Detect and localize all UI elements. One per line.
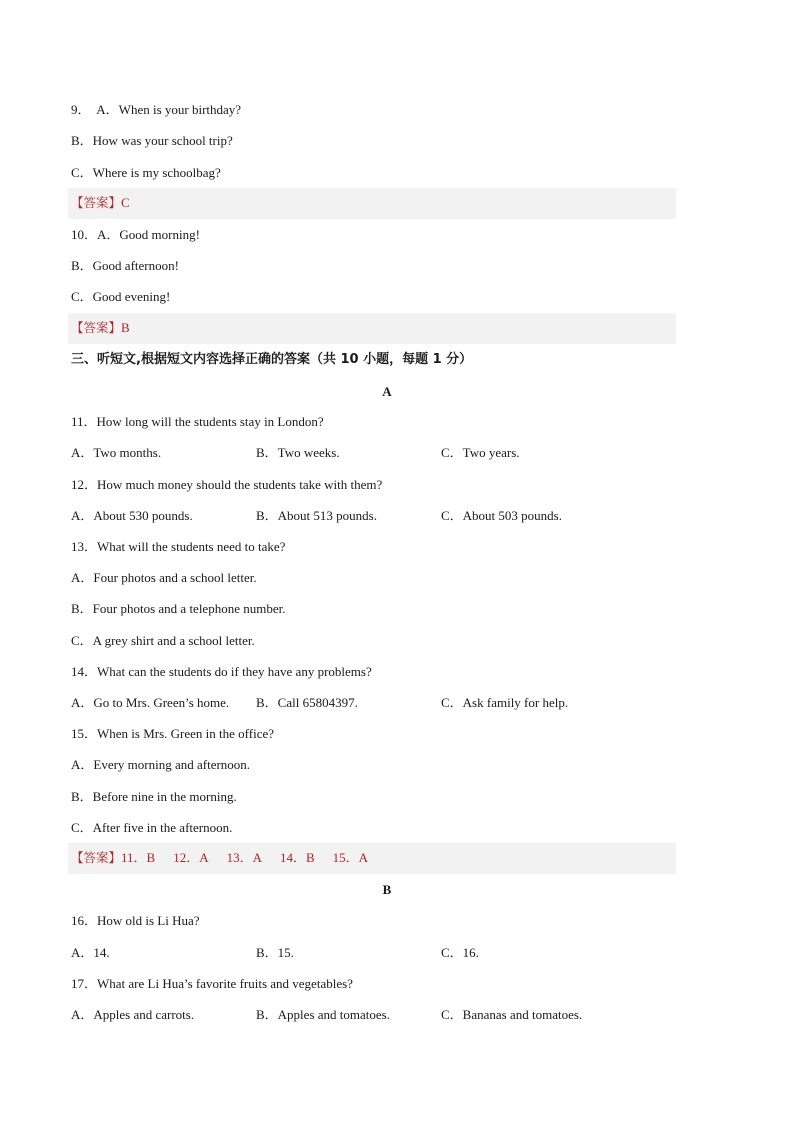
q13-stem: 13．What will the students need to take? [71, 539, 286, 554]
q12-option-b: B．About 513 pounds. [256, 508, 377, 523]
q17-option-b: B．Apples and tomatoes. [256, 1007, 390, 1022]
section-heading: 三、听短文,根据短文内容选择正确的答案（共 10 小题，每题 1 分） [71, 352, 473, 367]
q17-option-c: C．Bananas and tomatoes. [441, 1007, 583, 1022]
q15-stem: 15．When is Mrs. Green in the office? [71, 726, 275, 741]
q12-stem: 12．How much money should the students take with them? [71, 477, 383, 492]
answer-label: 【答案】 [71, 850, 122, 865]
q16-option-b: B．15. [256, 945, 294, 960]
q11-stem: 11．How long will the students stay in London? [71, 414, 324, 429]
q16-option-c: C．16. [441, 945, 479, 960]
q17-option-a: A．Apples and carrots. [71, 1007, 195, 1022]
answer-label: 【答案】 [71, 195, 122, 210]
answers-11-15 [71, 850, 386, 866]
q10-answer [71, 320, 130, 336]
q11-option-a: A．Two months. [71, 445, 162, 460]
q11-option-c: C．Two years. [441, 445, 520, 460]
q10-option-b: B．Good afternoon! [71, 258, 179, 273]
q9-option-c: C．Where is my schoolbag? [71, 165, 221, 180]
answers-11-15-bar [68, 843, 676, 874]
q10-option-c: C．Good evening! [71, 289, 171, 304]
answer-item: 12．A [173, 850, 209, 865]
q9-option-b: B．How was your school trip? [71, 133, 233, 148]
q10-stem: 10．A．Good morning! [71, 227, 200, 242]
answer-item: 13．A [226, 850, 262, 865]
answer-item: 15．A [332, 850, 369, 865]
answer-item: 14．B [280, 850, 315, 865]
q16-option-a: A．14. [71, 945, 110, 960]
q14-stem: 14．What can the students do if they have any problems? [71, 664, 372, 679]
q15-option-a: A．Every morning and afternoon. [71, 757, 251, 772]
q12-option-a: A．About 530 pounds. [71, 508, 193, 523]
part-a-label: A [382, 384, 392, 399]
answer-item: 11．B [121, 850, 156, 865]
answer-value: B [121, 320, 130, 335]
answer-label: 【答案】 [71, 320, 122, 335]
q16-stem: 16．How old is Li Hua? [71, 913, 200, 928]
q14-option-a: A．Go to Mrs. Green’s home. [71, 695, 230, 710]
part-b-label: B [382, 882, 392, 897]
q13-option-a: A．Four photos and a school letter. [71, 570, 257, 585]
answer-value: C [121, 195, 130, 210]
q11-option-b: B．Two weeks. [256, 445, 340, 460]
q9-answer [71, 195, 130, 211]
q10-answer-bar [68, 313, 676, 344]
q15-option-c: C．After five in the afternoon. [71, 820, 233, 835]
q13-option-c: C．A grey shirt and a school letter. [71, 633, 255, 648]
q14-option-b: B．Call 65804397. [256, 695, 358, 710]
q13-option-b: B．Four photos and a telephone number. [71, 601, 286, 616]
q12-option-c: C．About 503 pounds. [441, 508, 562, 523]
q15-option-b: B．Before nine in the morning. [71, 789, 237, 804]
q9-answer-bar [68, 188, 676, 219]
q9-stem: 9． A．When is your birthday? [71, 102, 242, 117]
q17-stem: 17．What are Li Hua’s favorite fruits and vegetables? [71, 976, 353, 991]
q14-option-c: C．Ask family for help. [441, 695, 569, 710]
